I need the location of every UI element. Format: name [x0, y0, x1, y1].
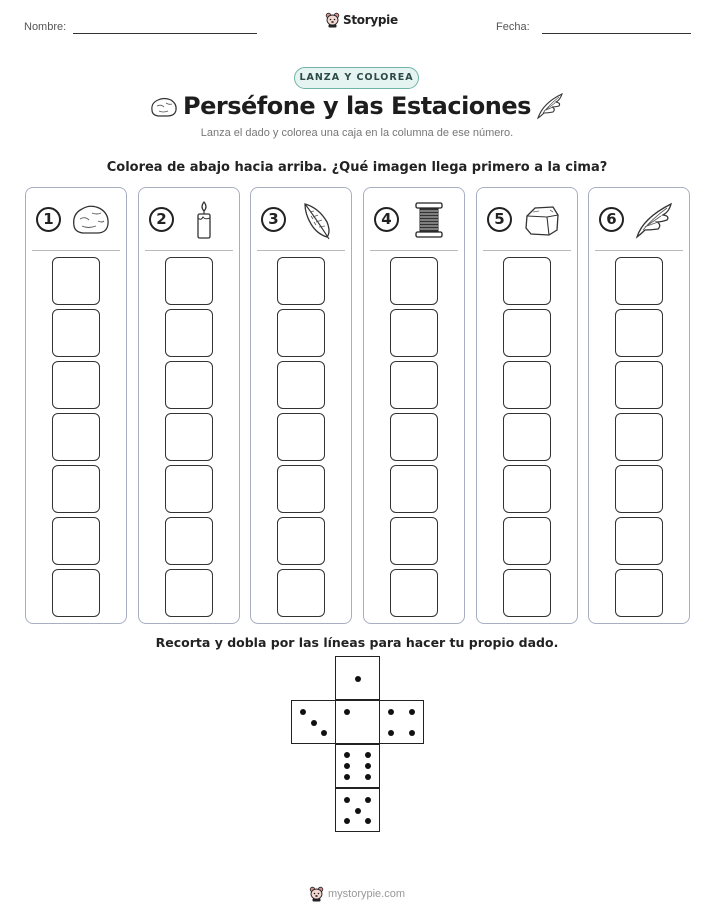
coloring-instruction: Colorea de abajo hacia arriba. ¿Qué imagen llega primero a la cima? — [106, 160, 608, 175]
name-label: Nombre: — [24, 21, 67, 33]
color-box[interactable] — [503, 569, 551, 617]
color-box[interactable] — [390, 309, 438, 357]
column-divider — [257, 250, 345, 251]
die-pip — [355, 808, 361, 814]
column-number: 4 — [374, 207, 399, 232]
ice-cube-icon — [521, 200, 563, 240]
color-box[interactable] — [277, 309, 325, 357]
feather-icon — [295, 200, 337, 240]
die-pip — [409, 730, 415, 736]
column-5 — [476, 187, 578, 624]
die-pip — [365, 774, 371, 780]
die-pip — [344, 818, 350, 824]
color-box[interactable] — [277, 361, 325, 409]
brand-name: Storypie — [343, 13, 398, 27]
bear-mascot-icon — [309, 886, 324, 902]
color-box[interactable] — [165, 569, 213, 617]
color-box[interactable] — [390, 465, 438, 513]
color-box[interactable] — [165, 257, 213, 305]
date-label: Fecha: — [496, 21, 530, 33]
column-divider — [483, 250, 571, 251]
die-face-4 — [379, 700, 424, 744]
color-box[interactable] — [52, 517, 100, 565]
column-number: 2 — [149, 207, 174, 232]
color-box[interactable] — [165, 517, 213, 565]
column-6 — [588, 187, 690, 624]
column-divider — [32, 250, 120, 251]
color-box[interactable] — [277, 257, 325, 305]
die-face-6 — [335, 744, 380, 788]
column-3 — [250, 187, 352, 624]
rock-icon — [70, 200, 112, 240]
die-pip — [344, 752, 350, 758]
column-number: 5 — [487, 207, 512, 232]
color-box[interactable] — [277, 413, 325, 461]
storypie-logo — [325, 12, 398, 28]
die-pip — [388, 709, 394, 715]
date-line[interactable] — [542, 33, 691, 34]
color-box[interactable] — [52, 361, 100, 409]
color-box[interactable] — [503, 413, 551, 461]
column-divider — [370, 250, 458, 251]
die-pip — [365, 763, 371, 769]
color-box[interactable] — [615, 309, 663, 357]
color-box[interactable] — [165, 465, 213, 513]
color-box[interactable] — [615, 257, 663, 305]
die-face-1 — [335, 656, 380, 700]
color-box[interactable] — [503, 361, 551, 409]
page-title: Perséfone y las Estaciones — [183, 92, 531, 120]
die-pip — [344, 774, 350, 780]
color-box[interactable] — [615, 569, 663, 617]
color-box[interactable] — [503, 257, 551, 305]
die-pip — [365, 752, 371, 758]
die-pip — [365, 797, 371, 803]
color-box[interactable] — [277, 517, 325, 565]
color-box[interactable] — [52, 569, 100, 617]
color-box[interactable] — [165, 309, 213, 357]
die-pip — [344, 797, 350, 803]
die-pip — [388, 730, 394, 736]
die-pip — [355, 676, 361, 682]
color-box[interactable] — [503, 309, 551, 357]
column-number: 6 — [599, 207, 624, 232]
page-subtitle: Lanza el dado y colorea una caja en la columna de ese número. — [200, 127, 514, 139]
name-line[interactable] — [73, 33, 257, 34]
activity-badge: LANZA Y COLOREA — [294, 67, 419, 89]
column-1 — [25, 187, 127, 624]
color-box[interactable] — [503, 465, 551, 513]
color-box[interactable] — [503, 517, 551, 565]
die-pip — [344, 709, 350, 715]
bear-mascot-icon — [325, 12, 340, 28]
color-box[interactable] — [390, 413, 438, 461]
die-pip — [409, 709, 415, 715]
color-box[interactable] — [615, 413, 663, 461]
color-box[interactable] — [615, 465, 663, 513]
column-divider — [145, 250, 233, 251]
color-box[interactable] — [52, 257, 100, 305]
thread-spool-icon — [408, 200, 450, 240]
column-number: 3 — [261, 207, 286, 232]
wing-icon — [535, 91, 565, 121]
color-box[interactable] — [277, 465, 325, 513]
column-2 — [138, 187, 240, 624]
color-box[interactable] — [390, 361, 438, 409]
die-face-5 — [335, 788, 380, 832]
die-pip — [344, 763, 350, 769]
die-face-3 — [291, 700, 336, 744]
color-box[interactable] — [277, 569, 325, 617]
color-box[interactable] — [52, 309, 100, 357]
die-pip — [300, 709, 306, 715]
die-pip — [321, 730, 327, 736]
color-box[interactable] — [52, 413, 100, 461]
die-pip — [365, 818, 371, 824]
color-box[interactable] — [390, 257, 438, 305]
color-box[interactable] — [165, 413, 213, 461]
color-box[interactable] — [52, 465, 100, 513]
die-pip — [311, 720, 317, 726]
color-box[interactable] — [615, 361, 663, 409]
cut-instruction: Recorta y dobla por las líneas para hacer tu propio dado. — [155, 635, 559, 650]
column-4 — [363, 187, 465, 624]
die-face-1-center — [335, 700, 380, 744]
color-box[interactable] — [615, 517, 663, 565]
column-number: 1 — [36, 207, 61, 232]
color-box[interactable] — [165, 361, 213, 409]
color-box[interactable] — [390, 517, 438, 565]
wing-icon — [633, 200, 675, 240]
footer — [309, 886, 405, 902]
candle-icon — [183, 200, 225, 240]
footer-url[interactable]: mystorypie.com — [328, 888, 406, 900]
column-divider — [595, 250, 683, 251]
color-box[interactable] — [390, 569, 438, 617]
